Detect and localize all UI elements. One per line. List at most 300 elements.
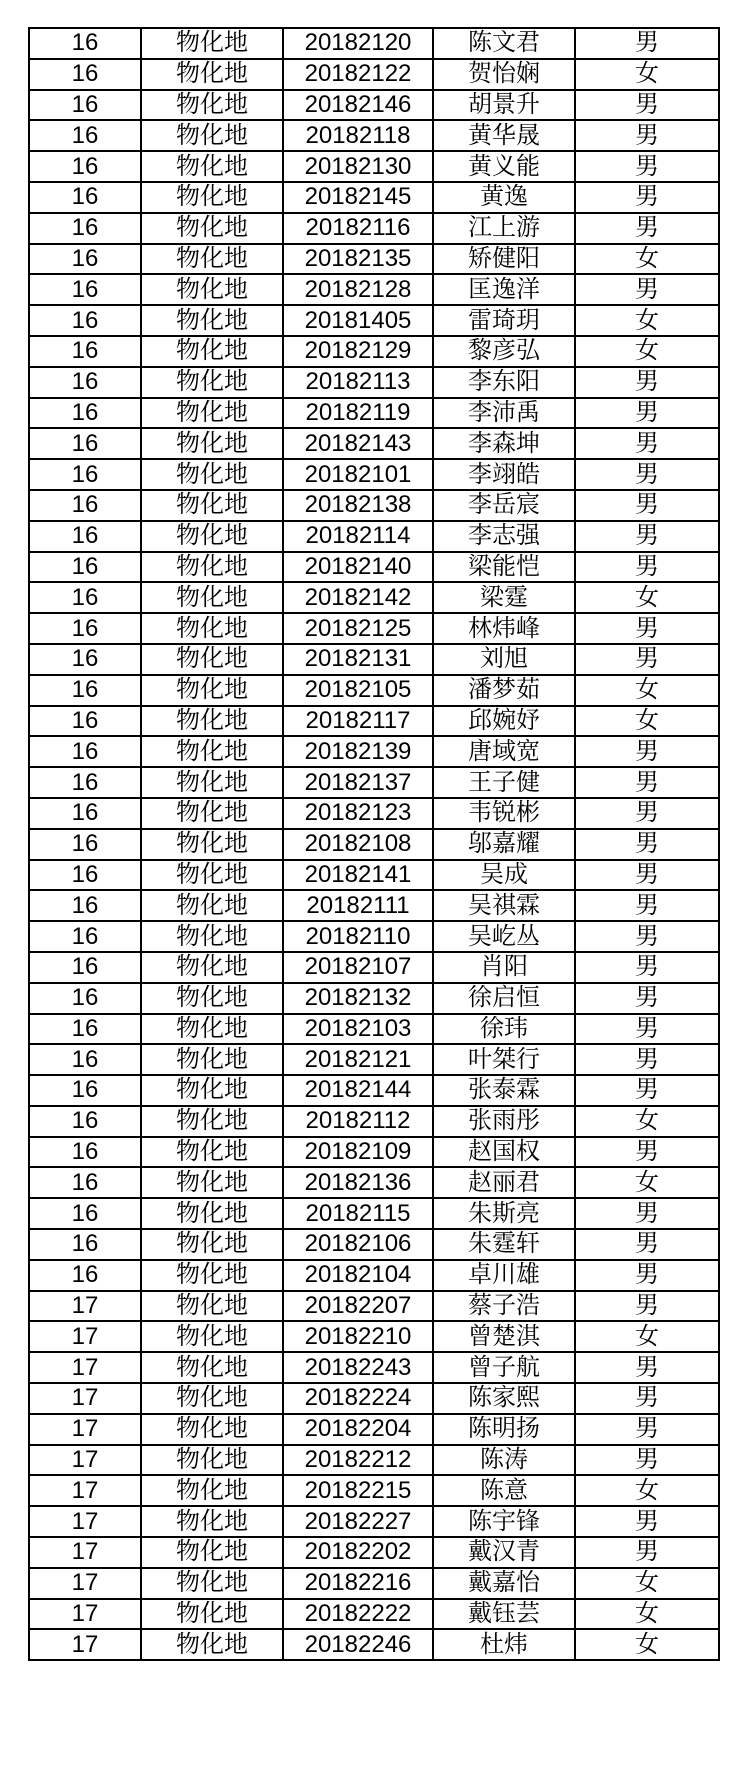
class-cell: 16 [29, 921, 141, 952]
subject-combo-cell: 物化地 [141, 428, 283, 459]
class-cell: 17 [29, 1475, 141, 1506]
student-name-cell: 徐玮 [433, 1014, 575, 1045]
student-id-cell: 20182142 [283, 582, 433, 613]
student-id-cell: 20182113 [283, 367, 433, 398]
class-cell: 16 [29, 398, 141, 429]
table-row [29, 213, 719, 244]
table-row [29, 428, 719, 459]
student-name-cell: 张泰霖 [433, 1075, 575, 1106]
student-name-cell: 贺怡娴 [433, 59, 575, 90]
student-name-cell: 吴祺霖 [433, 890, 575, 921]
subject-combo-cell: 物化地 [141, 890, 283, 921]
table-row [29, 1568, 719, 1599]
table-row [29, 1291, 719, 1322]
student-id-cell: 20182125 [283, 613, 433, 644]
student-name-cell: 陈明扬 [433, 1414, 575, 1445]
subject-combo-cell: 物化地 [141, 736, 283, 767]
student-id-cell: 20182110 [283, 921, 433, 952]
student-id-cell: 20182112 [283, 1106, 433, 1137]
subject-combo-cell: 物化地 [141, 983, 283, 1014]
student-name-cell: 曾子航 [433, 1352, 575, 1383]
student-id-cell: 20182116 [283, 213, 433, 244]
gender-cell: 男 [575, 921, 719, 952]
student-table [28, 27, 720, 1661]
gender-cell: 男 [575, 860, 719, 891]
class-cell: 17 [29, 1352, 141, 1383]
gender-cell: 女 [575, 1599, 719, 1630]
gender-cell: 男 [575, 182, 719, 213]
table-row [29, 1044, 719, 1075]
subject-combo-cell: 物化地 [141, 1383, 283, 1414]
student-name-cell: 卓川雄 [433, 1260, 575, 1291]
table-row [29, 459, 719, 490]
student-id-cell: 20182101 [283, 459, 433, 490]
subject-combo-cell: 物化地 [141, 1106, 283, 1137]
subject-combo-cell: 物化地 [141, 367, 283, 398]
student-name-cell: 陈宇锋 [433, 1506, 575, 1537]
gender-cell: 男 [575, 829, 719, 860]
table-row [29, 90, 719, 121]
gender-cell: 女 [575, 59, 719, 90]
student-id-cell: 20182146 [283, 90, 433, 121]
class-cell: 16 [29, 983, 141, 1014]
gender-cell: 女 [575, 582, 719, 613]
student-name-cell: 赵丽君 [433, 1167, 575, 1198]
student-id-cell: 20182131 [283, 644, 433, 675]
class-cell: 16 [29, 552, 141, 583]
student-name-cell: 戴嘉怡 [433, 1568, 575, 1599]
subject-combo-cell: 物化地 [141, 1414, 283, 1445]
subject-combo-cell: 物化地 [141, 90, 283, 121]
table-row [29, 367, 719, 398]
table-row [29, 59, 719, 90]
class-cell: 16 [29, 274, 141, 305]
gender-cell: 男 [575, 1260, 719, 1291]
student-name-cell: 陈意 [433, 1475, 575, 1506]
gender-cell: 男 [575, 1229, 719, 1260]
class-cell: 16 [29, 736, 141, 767]
subject-combo-cell: 物化地 [141, 1014, 283, 1045]
subject-combo-cell: 物化地 [141, 1568, 283, 1599]
student-id-cell: 20182130 [283, 151, 433, 182]
gender-cell: 男 [575, 552, 719, 583]
student-id-cell: 20182224 [283, 1383, 433, 1414]
subject-combo-cell: 物化地 [141, 274, 283, 305]
gender-cell: 男 [575, 90, 719, 121]
student-name-cell: 吴屹丛 [433, 921, 575, 952]
gender-cell: 男 [575, 1445, 719, 1476]
table-row [29, 244, 719, 275]
student-id-cell: 20182129 [283, 336, 433, 367]
gender-cell: 女 [575, 1568, 719, 1599]
student-id-cell: 20182207 [283, 1291, 433, 1322]
subject-combo-cell: 物化地 [141, 1167, 283, 1198]
gender-cell: 男 [575, 736, 719, 767]
gender-cell: 男 [575, 1014, 719, 1045]
student-id-cell: 20182107 [283, 952, 433, 983]
table-row [29, 1137, 719, 1168]
student-id-cell: 20182118 [283, 120, 433, 151]
table-row [29, 1075, 719, 1106]
class-cell: 16 [29, 798, 141, 829]
table-row [29, 1383, 719, 1414]
table-row [29, 1414, 719, 1445]
student-id-cell: 20181405 [283, 305, 433, 336]
student-id-cell: 20182204 [283, 1414, 433, 1445]
student-id-cell: 20182138 [283, 490, 433, 521]
gender-cell: 男 [575, 398, 719, 429]
table-row [29, 1599, 719, 1630]
student-name-cell: 陈家熙 [433, 1383, 575, 1414]
class-cell: 16 [29, 521, 141, 552]
subject-combo-cell: 物化地 [141, 706, 283, 737]
table-row [29, 675, 719, 706]
gender-cell: 女 [575, 1475, 719, 1506]
class-cell: 16 [29, 336, 141, 367]
gender-cell: 男 [575, 213, 719, 244]
gender-cell: 男 [575, 151, 719, 182]
gender-cell: 男 [575, 890, 719, 921]
subject-combo-cell: 物化地 [141, 644, 283, 675]
table-row [29, 398, 719, 429]
student-id-cell: 20182132 [283, 983, 433, 1014]
student-id-cell: 20182105 [283, 675, 433, 706]
student-id-cell: 20182145 [283, 182, 433, 213]
subject-combo-cell: 物化地 [141, 552, 283, 583]
gender-cell: 男 [575, 28, 719, 59]
student-name-cell: 刘旭 [433, 644, 575, 675]
class-cell: 16 [29, 59, 141, 90]
student-id-cell: 20182135 [283, 244, 433, 275]
student-name-cell: 戴钰芸 [433, 1599, 575, 1630]
subject-combo-cell: 物化地 [141, 490, 283, 521]
class-cell: 16 [29, 706, 141, 737]
subject-combo-cell: 物化地 [141, 244, 283, 275]
gender-cell: 男 [575, 613, 719, 644]
student-id-cell: 20182212 [283, 1445, 433, 1476]
subject-combo-cell: 物化地 [141, 213, 283, 244]
table-row [29, 798, 719, 829]
class-cell: 16 [29, 90, 141, 121]
table-row [29, 582, 719, 613]
table-row [29, 1260, 719, 1291]
subject-combo-cell: 物化地 [141, 336, 283, 367]
student-name-cell: 梁霆 [433, 582, 575, 613]
class-cell: 16 [29, 490, 141, 521]
gender-cell: 女 [575, 305, 719, 336]
student-name-cell: 黄华晟 [433, 120, 575, 151]
subject-combo-cell: 物化地 [141, 921, 283, 952]
table-row [29, 1321, 719, 1352]
student-id-cell: 20182222 [283, 1599, 433, 1630]
class-cell: 17 [29, 1383, 141, 1414]
student-id-cell: 20182128 [283, 274, 433, 305]
subject-combo-cell: 物化地 [141, 1260, 283, 1291]
student-name-cell: 李东阳 [433, 367, 575, 398]
student-id-cell: 20182111 [283, 890, 433, 921]
subject-combo-cell: 物化地 [141, 798, 283, 829]
class-cell: 16 [29, 675, 141, 706]
gender-cell: 男 [575, 1352, 719, 1383]
class-cell: 17 [29, 1445, 141, 1476]
student-id-cell: 20182144 [283, 1075, 433, 1106]
subject-combo-cell: 物化地 [141, 1321, 283, 1352]
student-name-cell: 肖阳 [433, 952, 575, 983]
student-name-cell: 徐启恒 [433, 983, 575, 1014]
student-name-cell: 胡景升 [433, 90, 575, 121]
class-cell: 16 [29, 767, 141, 798]
subject-combo-cell: 物化地 [141, 767, 283, 798]
subject-combo-cell: 物化地 [141, 1629, 283, 1660]
student-id-cell: 20182141 [283, 860, 433, 891]
gender-cell: 男 [575, 1075, 719, 1106]
table-row [29, 1506, 719, 1537]
table-row [29, 1629, 719, 1660]
subject-combo-cell: 物化地 [141, 28, 283, 59]
student-name-cell: 黄逸 [433, 182, 575, 213]
class-cell: 17 [29, 1414, 141, 1445]
student-id-cell: 20182210 [283, 1321, 433, 1352]
gender-cell: 女 [575, 336, 719, 367]
student-id-cell: 20182106 [283, 1229, 433, 1260]
table-row [29, 952, 719, 983]
student-name-cell: 李志强 [433, 521, 575, 552]
student-id-cell: 20182120 [283, 28, 433, 59]
table-row [29, 120, 719, 151]
gender-cell: 男 [575, 952, 719, 983]
gender-cell: 男 [575, 1137, 719, 1168]
student-name-cell: 李翊皓 [433, 459, 575, 490]
gender-cell: 女 [575, 706, 719, 737]
class-cell: 16 [29, 1075, 141, 1106]
subject-combo-cell: 物化地 [141, 151, 283, 182]
subject-combo-cell: 物化地 [141, 582, 283, 613]
student-name-cell: 蔡子浩 [433, 1291, 575, 1322]
class-cell: 16 [29, 428, 141, 459]
student-id-cell: 20182117 [283, 706, 433, 737]
table-row [29, 521, 719, 552]
subject-combo-cell: 物化地 [141, 305, 283, 336]
subject-combo-cell: 物化地 [141, 675, 283, 706]
class-cell: 16 [29, 182, 141, 213]
gender-cell: 男 [575, 983, 719, 1014]
subject-combo-cell: 物化地 [141, 59, 283, 90]
class-cell: 16 [29, 1198, 141, 1229]
student-name-cell: 林炜峰 [433, 613, 575, 644]
class-cell: 16 [29, 829, 141, 860]
student-id-cell: 20182227 [283, 1506, 433, 1537]
student-name-cell: 曾楚淇 [433, 1321, 575, 1352]
class-cell: 16 [29, 582, 141, 613]
class-cell: 16 [29, 1106, 141, 1137]
student-name-cell: 朱霆轩 [433, 1229, 575, 1260]
student-name-cell: 杜炜 [433, 1629, 575, 1660]
gender-cell: 男 [575, 1291, 719, 1322]
subject-combo-cell: 物化地 [141, 1198, 283, 1229]
gender-cell: 男 [575, 120, 719, 151]
gender-cell: 男 [575, 274, 719, 305]
student-id-cell: 20182123 [283, 798, 433, 829]
student-name-cell: 韦锐彬 [433, 798, 575, 829]
table-row [29, 1167, 719, 1198]
gender-cell: 女 [575, 1629, 719, 1660]
student-id-cell: 20182215 [283, 1475, 433, 1506]
class-cell: 16 [29, 1014, 141, 1045]
student-name-cell: 李森坤 [433, 428, 575, 459]
table-row [29, 1475, 719, 1506]
student-name-cell: 陈文君 [433, 28, 575, 59]
student-name-cell: 戴汉青 [433, 1537, 575, 1568]
table-row [29, 274, 719, 305]
table-row [29, 1445, 719, 1476]
class-cell: 17 [29, 1321, 141, 1352]
class-cell: 16 [29, 28, 141, 59]
class-cell: 17 [29, 1599, 141, 1630]
student-name-cell: 邱婉妤 [433, 706, 575, 737]
student-name-cell: 陈涛 [433, 1445, 575, 1476]
table-row [29, 1352, 719, 1383]
student-id-cell: 20182143 [283, 428, 433, 459]
table-row [29, 736, 719, 767]
subject-combo-cell: 物化地 [141, 613, 283, 644]
subject-combo-cell: 物化地 [141, 1537, 283, 1568]
subject-combo-cell: 物化地 [141, 1599, 283, 1630]
student-name-cell: 匡逸洋 [433, 274, 575, 305]
gender-cell: 男 [575, 490, 719, 521]
gender-cell: 女 [575, 244, 719, 275]
student-name-cell: 潘梦茹 [433, 675, 575, 706]
gender-cell: 男 [575, 1198, 719, 1229]
table-row [29, 182, 719, 213]
subject-combo-cell: 物化地 [141, 1044, 283, 1075]
student-id-cell: 20182136 [283, 1167, 433, 1198]
table-row [29, 767, 719, 798]
gender-cell: 女 [575, 1321, 719, 1352]
table-row [29, 613, 719, 644]
student-id-cell: 20182246 [283, 1629, 433, 1660]
student-id-cell: 20182121 [283, 1044, 433, 1075]
gender-cell: 男 [575, 367, 719, 398]
gender-cell: 男 [575, 767, 719, 798]
class-cell: 16 [29, 1044, 141, 1075]
student-id-cell: 20182122 [283, 59, 433, 90]
subject-combo-cell: 物化地 [141, 1137, 283, 1168]
student-id-cell: 20182216 [283, 1568, 433, 1599]
gender-cell: 男 [575, 644, 719, 675]
gender-cell: 男 [575, 1537, 719, 1568]
student-id-cell: 20182104 [283, 1260, 433, 1291]
gender-cell: 男 [575, 1383, 719, 1414]
student-id-cell: 20182243 [283, 1352, 433, 1383]
subject-combo-cell: 物化地 [141, 521, 283, 552]
table-row [29, 1229, 719, 1260]
student-name-cell: 邬嘉耀 [433, 829, 575, 860]
class-cell: 16 [29, 367, 141, 398]
table-row [29, 860, 719, 891]
subject-combo-cell: 物化地 [141, 120, 283, 151]
subject-combo-cell: 物化地 [141, 1229, 283, 1260]
class-cell: 16 [29, 151, 141, 182]
subject-combo-cell: 物化地 [141, 1075, 283, 1106]
class-cell: 17 [29, 1629, 141, 1660]
class-cell: 17 [29, 1537, 141, 1568]
gender-cell: 女 [575, 1106, 719, 1137]
student-id-cell: 20182137 [283, 767, 433, 798]
subject-combo-cell: 物化地 [141, 398, 283, 429]
student-id-cell: 20182140 [283, 552, 433, 583]
class-cell: 16 [29, 120, 141, 151]
student-id-cell: 20182119 [283, 398, 433, 429]
subject-combo-cell: 物化地 [141, 1475, 283, 1506]
class-cell: 16 [29, 1260, 141, 1291]
class-cell: 16 [29, 459, 141, 490]
class-cell: 16 [29, 613, 141, 644]
student-id-cell: 20182202 [283, 1537, 433, 1568]
student-name-cell: 唐域宽 [433, 736, 575, 767]
student-name-cell: 雷琦玥 [433, 305, 575, 336]
subject-combo-cell: 物化地 [141, 952, 283, 983]
student-name-cell: 李岳宸 [433, 490, 575, 521]
class-cell: 16 [29, 244, 141, 275]
class-cell: 16 [29, 305, 141, 336]
gender-cell: 男 [575, 1044, 719, 1075]
table-row [29, 1198, 719, 1229]
student-name-cell: 梁能恺 [433, 552, 575, 583]
table-row [29, 490, 719, 521]
class-cell: 16 [29, 890, 141, 921]
student-name-cell: 矫健阳 [433, 244, 575, 275]
table-row [29, 1537, 719, 1568]
table-row [29, 305, 719, 336]
gender-cell: 男 [575, 428, 719, 459]
class-cell: 17 [29, 1506, 141, 1537]
student-id-cell: 20182108 [283, 829, 433, 860]
table-row [29, 644, 719, 675]
student-name-cell: 朱斯亮 [433, 1198, 575, 1229]
student-id-cell: 20182109 [283, 1137, 433, 1168]
gender-cell: 男 [575, 1506, 719, 1537]
class-cell: 16 [29, 860, 141, 891]
student-name-cell: 李沛禹 [433, 398, 575, 429]
student-name-cell: 黎彦弘 [433, 336, 575, 367]
gender-cell: 男 [575, 798, 719, 829]
table-row [29, 921, 719, 952]
table-row [29, 890, 719, 921]
table-row [29, 28, 719, 59]
student-id-cell: 20182114 [283, 521, 433, 552]
class-cell: 16 [29, 952, 141, 983]
student-name-cell: 江上游 [433, 213, 575, 244]
student-name-cell: 王子健 [433, 767, 575, 798]
table-row [29, 151, 719, 182]
subject-combo-cell: 物化地 [141, 459, 283, 490]
student-id-cell: 20182115 [283, 1198, 433, 1229]
table-row [29, 706, 719, 737]
class-cell: 16 [29, 1167, 141, 1198]
student-name-cell: 张雨彤 [433, 1106, 575, 1137]
table-row [29, 552, 719, 583]
table-row [29, 983, 719, 1014]
subject-combo-cell: 物化地 [141, 1291, 283, 1322]
class-cell: 16 [29, 1137, 141, 1168]
table-row [29, 336, 719, 367]
student-table-body [29, 28, 719, 1660]
student-id-cell: 20182103 [283, 1014, 433, 1045]
class-cell: 17 [29, 1291, 141, 1322]
student-name-cell: 赵国权 [433, 1137, 575, 1168]
student-name-cell: 吴成 [433, 860, 575, 891]
class-cell: 16 [29, 1229, 141, 1260]
